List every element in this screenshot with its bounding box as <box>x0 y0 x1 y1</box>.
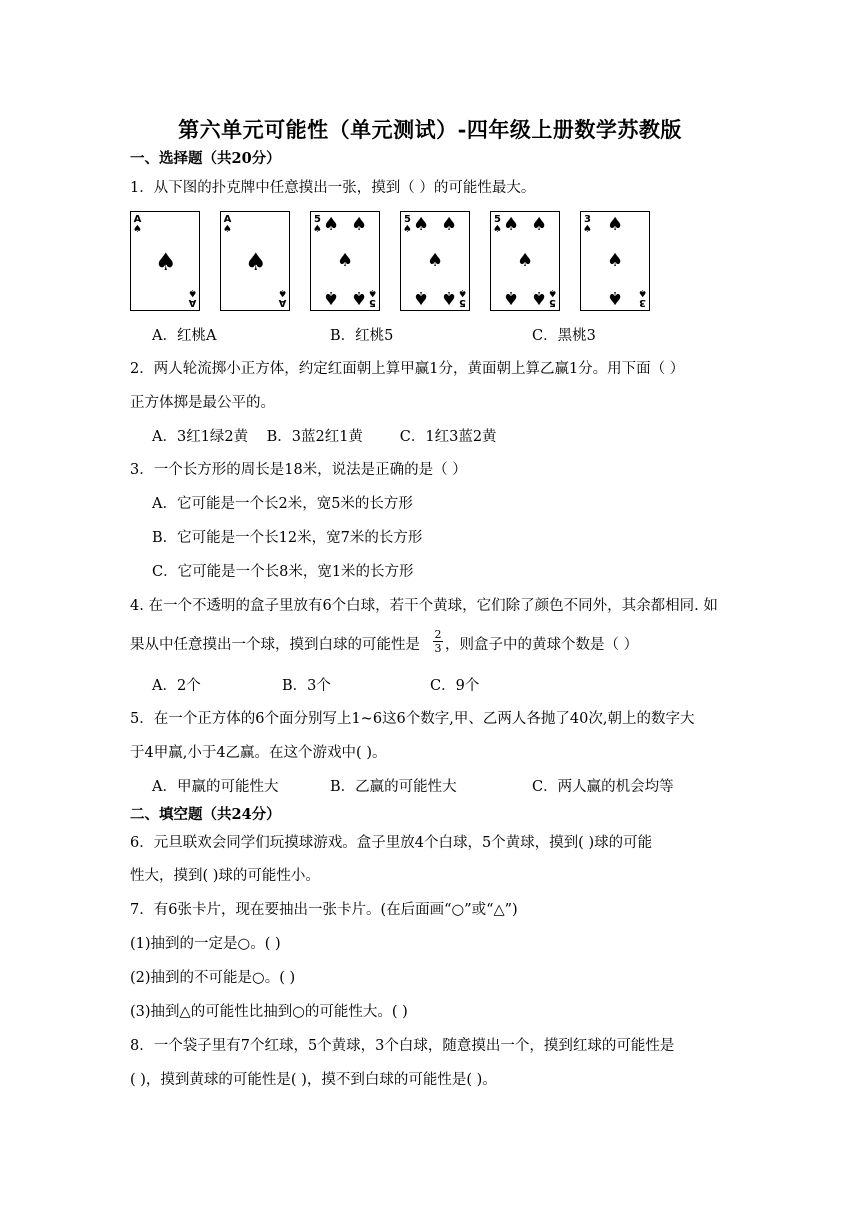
card-corner-label: 5 ♠ <box>458 287 467 308</box>
card-corner-label: 5 ♠ <box>548 287 557 308</box>
card-corner-label: A ♠ <box>223 214 232 235</box>
spade-icon: ♠ <box>607 214 624 235</box>
q5-option-b: B．乙赢的可能性大 <box>330 779 457 795</box>
card-corner-label: A ♠ <box>133 214 142 235</box>
q4-option-b: B．3个 <box>282 678 331 694</box>
card-five-spades-1 <box>310 211 380 311</box>
q3-option-b: B．它可能是一个长12米，宽7米的长方形 <box>152 530 423 546</box>
card-three-spades <box>580 211 650 311</box>
spade-icon: ♠ <box>503 214 520 235</box>
spade-icon: ♠ <box>245 248 267 276</box>
card-corner-label: 3 ♠ <box>583 214 592 235</box>
fraction-numerator: 2 <box>434 628 442 641</box>
fraction-denominator: 3 <box>434 642 442 655</box>
q7-sub-3: (3)抽到△的可能性比抽到○的可能性大。( ) <box>130 1004 408 1020</box>
page-title: 第六单元可能性（单元测试）-四年级上册数学苏教版 <box>178 117 682 142</box>
q4-option-a: A．2个 <box>152 678 201 694</box>
q5-option-a: A．甲赢的可能性大 <box>152 779 279 795</box>
card-ace-spades-1 <box>130 211 200 311</box>
fraction-two-thirds <box>433 629 443 654</box>
q7-sub-2: (2)抽到的不可能是○。( ) <box>130 970 296 986</box>
spade-icon: ♠ <box>531 287 548 308</box>
question-4-line-2b: ，则盒子中的黄球个数是（ ） <box>445 637 639 653</box>
spade-icon: ♠ <box>337 250 354 271</box>
question-1: 1．从下图的扑克牌中任意摸出一张，摸到（ ）的可能性最大。 <box>130 180 536 196</box>
playing-cards <box>130 211 690 313</box>
section-fill-heading: 二、填空题（共24分） <box>130 806 281 823</box>
section-choice-heading: 一、选择题（共20分） <box>130 150 281 167</box>
spade-icon: ♠ <box>413 214 430 235</box>
spade-icon: ♠ <box>351 214 368 235</box>
spade-icon: ♠ <box>323 287 340 308</box>
question-2-line-2: 正方体掷是最公平的。 <box>130 395 275 411</box>
spade-icon: ♠ <box>427 250 444 271</box>
q3-option-c: C．它可能是一个长8米，宽1米的长方形 <box>152 564 414 580</box>
question-5-line-1: 5．在一个正方体的6个面分别写上1~6这6个数字,甲、乙两人各抛了40次,朝上的数字大 <box>130 711 695 727</box>
q4-option-c: C．9个 <box>430 678 480 694</box>
card-corner-label: 5 ♠ <box>403 214 412 235</box>
question-8-line-1: 8．一个袋子里有7个红球，5个黄球，3个白球，随意摸出一个，摸到红球的可能性是 <box>130 1038 675 1054</box>
q2-options: A．3红1绿2黄 B．3蓝2红1黄 C．1红3蓝2黄 <box>152 429 497 445</box>
q3-option-a: A．它可能是一个长2米，宽5米的长方形 <box>152 496 413 512</box>
card-corner-label: 5 ♠ <box>493 214 502 235</box>
question-6-line-1: 6．元旦联欢会同学们玩摸球游戏。盒子里放4个白球，5个黄球，摸到( )球的可能 <box>130 835 653 851</box>
q1-option-a: A．红桃A <box>152 328 217 344</box>
card-corner-label: A ♠ <box>188 287 197 308</box>
card-corner-label: 5 ♠ <box>368 287 377 308</box>
question-6-line-2: 性大，摸到( )球的可能性小。 <box>130 868 320 884</box>
spade-icon: ♠ <box>607 287 624 308</box>
spade-icon: ♠ <box>531 214 548 235</box>
q1-option-c: C．黑桃3 <box>532 328 596 344</box>
card-corner-label: 5 ♠ <box>313 214 322 235</box>
q1-option-b: B．红桃5 <box>330 328 394 344</box>
card-five-spades-2 <box>400 211 470 311</box>
question-7: 7．有6张卡片，现在要抽出一张卡片。(在后面画“○”或“△”) <box>130 902 518 918</box>
question-8-line-2: ( )，摸到黄球的可能性是( )，摸不到白球的可能性是( )。 <box>130 1072 497 1088</box>
spade-icon: ♠ <box>323 214 340 235</box>
card-ace-spades-2 <box>220 211 290 311</box>
spade-icon: ♠ <box>607 250 624 271</box>
spade-icon: ♠ <box>413 287 430 308</box>
question-5-line-2: 于4甲赢,小于4乙赢。在这个游戏中( )。 <box>130 745 387 761</box>
q5-option-c: C．两人赢的机会均等 <box>532 779 674 795</box>
question-4-line-1: 4. 在一个不透明的盒子里放有6个白球，若干个黄球，它们除了颜色不同外，其余都相同. 如 <box>130 598 718 614</box>
spade-icon: ♠ <box>503 287 520 308</box>
question-3: 3．一个长方形的周长是18米，说法是正确的是（ ） <box>130 462 467 478</box>
question-2-line-1: 2．两人轮流掷小正方体，约定红面朝上算甲赢1分，黄面朝上算乙赢1分。用下面（ ） <box>130 361 685 377</box>
q7-sub-1: (1)抽到的一定是○。( ) <box>130 936 281 952</box>
spade-icon: ♠ <box>351 287 368 308</box>
card-corner-label: 3 ♠ <box>638 287 647 308</box>
question-4-line-2a: 果从中任意摸出一个球，摸到白球的可能性是 <box>130 637 420 653</box>
card-corner-label: A ♠ <box>278 287 287 308</box>
spade-icon: ♠ <box>441 214 458 235</box>
card-five-spades-3 <box>490 211 560 311</box>
spade-icon: ♠ <box>517 250 534 271</box>
spade-icon: ♠ <box>155 248 177 276</box>
spade-icon: ♠ <box>441 287 458 308</box>
